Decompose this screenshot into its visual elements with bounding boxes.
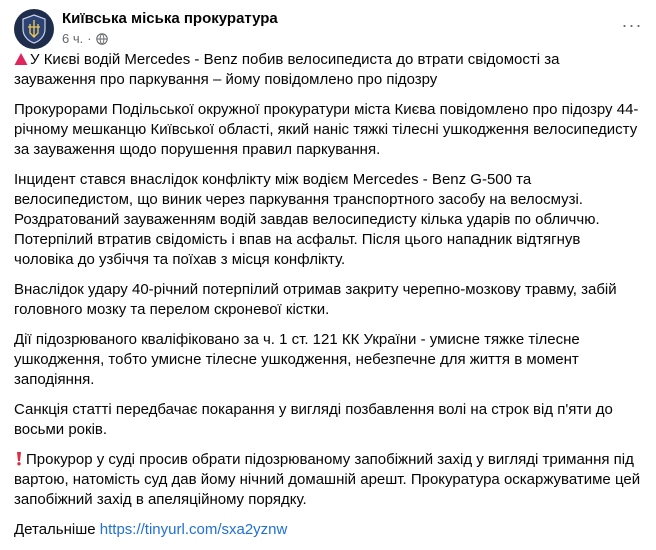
page-name[interactable]: Київська міська прокуратура	[62, 10, 278, 27]
headline-text: У Києві водій Mercedes - Benz побив велосипедиста до втрати свідомості за зауваження про паркування – йому повідомлено про підозру	[14, 51, 560, 88]
globe-icon	[96, 33, 108, 45]
post-header	[14, 9, 646, 49]
paragraph-3: Внаслідок удару 40-річний потерпілий отримав закриту черепно-мозкову травму, забій головного мозку та перелом скроневої кістки.	[14, 281, 617, 318]
details-link[interactable]: https://tinyurl.com/sxa2yznw	[99, 521, 288, 538]
more-details-line	[14, 520, 644, 540]
avatar[interactable]	[14, 9, 54, 49]
more-details-label: Детальніше	[14, 521, 100, 538]
more-options-icon: ···	[621, 14, 643, 35]
paragraph-5: Санкція статті передбачає покарання у вигляді позбавлення волі на строк від п'яти до восьми років.	[14, 401, 613, 438]
paragraph-2: Інцидент стався внаслідок конфлікту між водієм Mercedes - Benz G-500 та велосипедистом, що виник через паркування транспортного засобу на велосмузі. Роздратований зауваженням водій завдав велосипедисту кілька ударів по обличчю. Потерпілий втратив свідомість і впав на асфальт. Після цього нападник відтягнув чоловіка до узбіччя та поїхав з місця конфлікту.	[14, 171, 600, 268]
meta-separator: ·	[87, 31, 92, 46]
paragraph-4: Дії підозрюваного кваліфіковано за ч. 1 ст. 121 КК України - умисне тяжке тілесне ушкодження, тобто умисне тілесне ушкодження, небезпечне для життя в момент заподіяння.	[14, 331, 580, 388]
headline-paragraph	[14, 50, 644, 90]
red-triangle-icon	[14, 52, 28, 66]
post-body	[14, 50, 644, 550]
post-time[interactable]: 6 ч.	[62, 31, 84, 46]
paragraph-6	[14, 450, 644, 510]
prosecutor-emblem-icon	[21, 14, 47, 44]
paragraph-6-text: Прокурор у суді просив обрати підозрюваному запобіжний захід у вигляді тримання під вартою, натомість суд дав йому нічний домашній арешт. Прокуратура оскаржуватиме цей запобіжний захід в апеляційному порядку.	[14, 451, 641, 508]
paragraph-1: Прокурорами Подільської окружної прокуратури міста Києва повідомлено про підозру 44-річному мешканцю Київської області, який наніс тяжкі тілесні ушкодження велосипедисту за зауваження щодо порушення правил паркування.	[14, 101, 639, 158]
post-meta	[62, 31, 108, 46]
red-exclamation-icon	[14, 451, 24, 466]
more-options-button[interactable]	[618, 13, 646, 37]
